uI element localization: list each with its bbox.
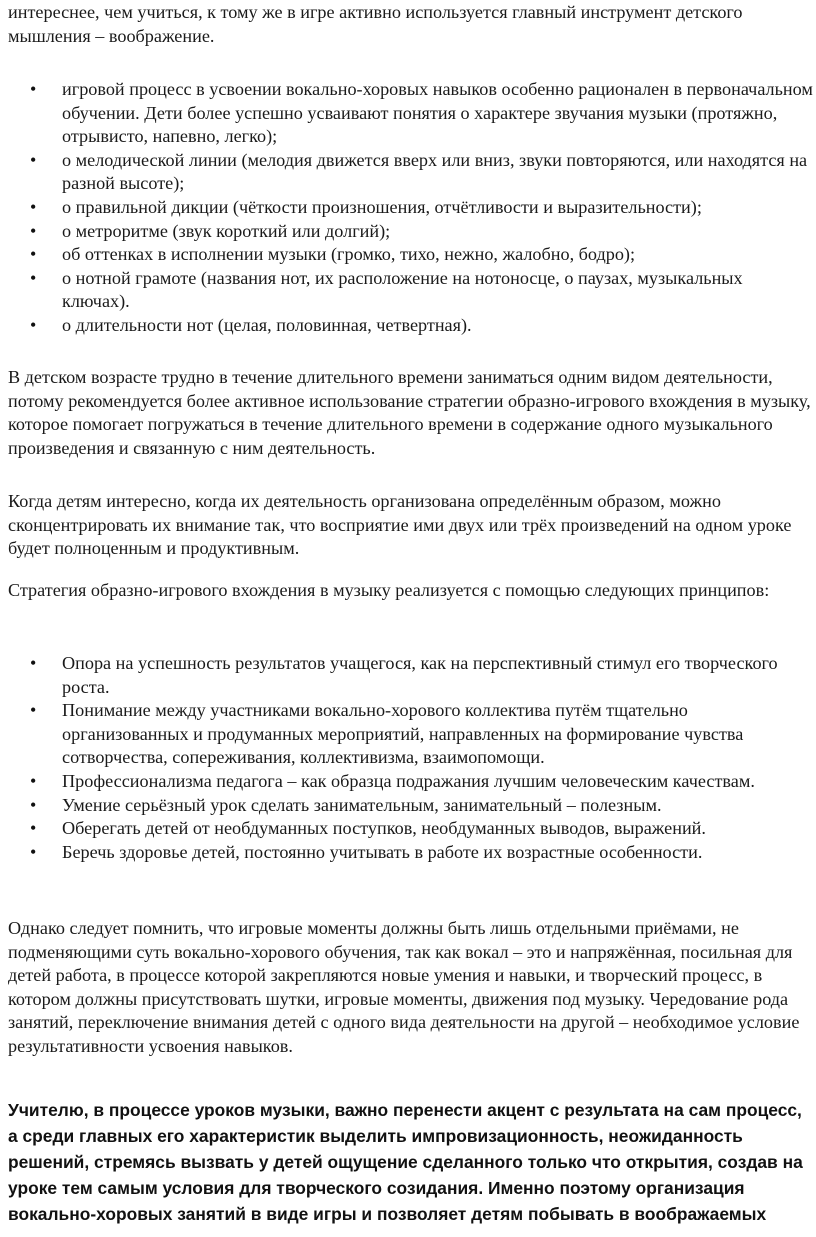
list-item: • Профессионализма педагога – как образца подражания лучшим человеческим качествам. <box>0 770 814 794</box>
list-item: • Беречь здоровье детей, постоянно учитывать в работе их возрастные особенности. <box>0 841 814 865</box>
paragraph-interest: Когда детям интересно, когда их деятельность организована определённым образом, можно сконцентрировать их внимание так, что восприятие ими двух или трёх произведений на одном уроке будет полноценным и продуктивным. <box>8 491 792 559</box>
list-item: • Понимание между участниками вокально-хорового коллектива путём тщательно организованных и продуманных мероприятий, направленных на формирование чувства сотворчества, сопереживания, коллективизма, взаимопомощи. <box>0 699 814 770</box>
list-item: • о метроритме (звук короткий или долгий); <box>0 220 814 244</box>
intro-paragraph: интереснее, чем учиться, к тому же в игре активно используется главный инструмент детского мышления – воображение. <box>8 2 743 46</box>
vocal-skills-list <box>0 78 816 338</box>
list-item: • о мелодической линии (мелодия движется вверх или вниз, звуки повторяются, или находятся на разной высоте); <box>0 149 814 196</box>
paragraph-teacher-bold: Учителю, в процессе уроков музыки, важно перенести акцент с результата на сам процесс, а среди главных его характеристик выделить импровизационность, неожиданность решений, стремясь вызвать у детей ощущение сделанного только что открытия, создав на уроке тем самым условия для творческого созидания. Именно поэтому организация вокально-хоровых занятий в виде игры и позволяет детям побывать в воображаемых <box>8 1100 803 1224</box>
paragraph-activity: В детском возрасте трудно в течение длительного времени заниматься одним видом деятельности, потому рекомендуется более активное использование стратегии образно-игрового вхождения в музыку, которое помогает погружаться в течение длительного времени в содержание одного музыкального произведения и связанную с ним деятельность. <box>8 367 811 458</box>
paragraph-strategy: Стратегия образно-игрового вхождения в музыку реализуется с помощью следующих принципов: <box>8 580 770 600</box>
principles-list <box>0 652 816 864</box>
list-item: • Оберегать детей от необдуманных поступков, необдуманных выводов, выражений. <box>0 817 814 841</box>
list-item: • о длительности нот (целая, половинная, четвертная). <box>0 314 814 338</box>
list-item: • Умение серьёзный урок сделать занимательным, занимательный – полезным. <box>0 794 814 818</box>
list-item: • Опора на успешность результатов учащегося, как на перспективный стимул его творческого роста. <box>0 652 814 699</box>
list-item: • о нотной грамоте (названия нот, их расположение на нотоносце, о паузах, музыкальных ключах). <box>0 267 814 314</box>
list-item: • о правильной дикции (чёткости произношения, отчётливости и выразительности); <box>0 196 814 220</box>
paragraph-game-moments: Однако следует помнить, что игровые моменты должны быть лишь отдельными приёмами, не подменяющими суть вокально-хорового обучения, так как вокал – это и напряжённая, посильная для детей работа, в процессе которой закрепляются новые умения и навыки, и творческий процесс, в котором должны присутствовать шутки, игровые моменты, движения под музыку. Чередование рода занятий, переключение внимания детей с одного вида деятельности на другой – необходимое условие результативности усвоения навыков. <box>8 918 800 1056</box>
list-item: • игровой процесс в усвоении вокально-хоровых навыков особенно рационален в первоначальном обучении. Дети более успешно усваивают понятия о характере звучания музыки (протяжно, отрывисто, напевно, легко); <box>0 78 814 149</box>
list-item: • об оттенках в исполнении музыки (громко, тихо, нежно, жалобно, бодро); <box>0 243 814 267</box>
